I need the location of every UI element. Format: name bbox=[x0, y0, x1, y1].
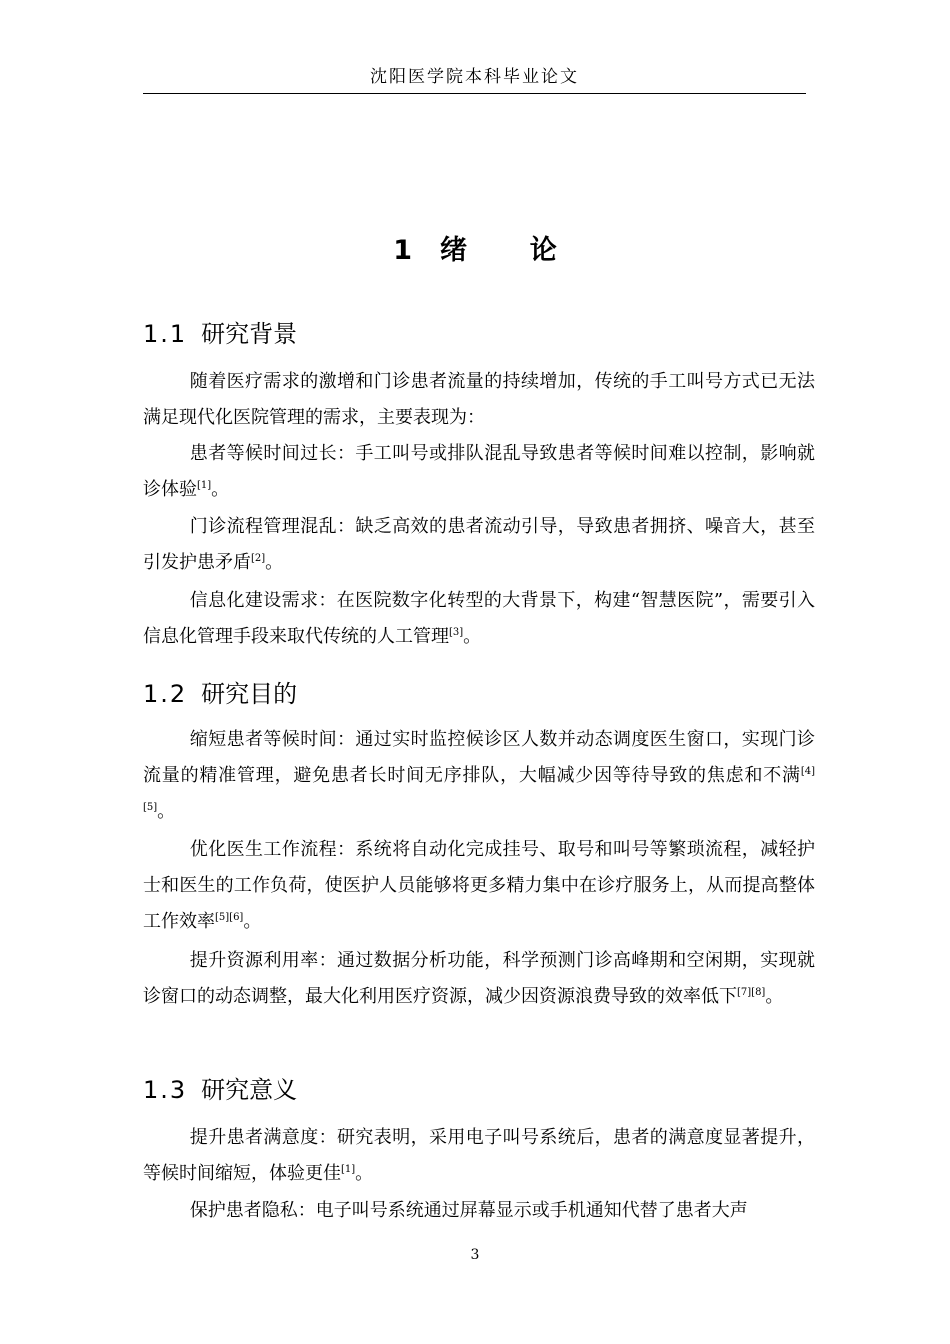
paragraph-tail: 。 bbox=[265, 552, 284, 573]
section-title-1-2 bbox=[143, 674, 297, 709]
chapter-number: 1 bbox=[393, 235, 412, 266]
citation: [3] bbox=[449, 627, 464, 638]
section-title-1-1 bbox=[143, 314, 297, 349]
paragraph-text: 患者等候时间过长：手工叫号或排队混乱导致患者等候时间难以控制，影响就诊体验 bbox=[143, 443, 815, 500]
section-name: 研究目的 bbox=[201, 680, 298, 708]
paragraph bbox=[143, 509, 815, 581]
paragraph-tail: 。 bbox=[211, 479, 230, 500]
paragraph-tail: 。 bbox=[355, 1163, 374, 1184]
section-title-1-3 bbox=[143, 1070, 297, 1105]
paragraph bbox=[143, 832, 815, 940]
paragraph-text: 保护患者隐私：电子叫号系统通过屏幕显示或手机通知代替了患者大声 bbox=[189, 1200, 748, 1221]
paragraph-tail: 。 bbox=[243, 911, 262, 932]
section-number: 1.2 bbox=[143, 680, 188, 708]
paragraph-text: 门诊流程管理混乱：缺乏高效的患者流动引导，导致患者拥挤、噪音大，甚至引发护患矛盾 bbox=[143, 516, 815, 573]
paragraph-text: 提升患者满意度：研究表明，采用电子叫号系统后，患者的满意度显著提升，等候时间缩短，体验更佳 bbox=[143, 1127, 815, 1184]
chapter-title bbox=[0, 228, 950, 267]
paragraph bbox=[143, 436, 815, 508]
section-name: 研究背景 bbox=[201, 320, 298, 348]
paragraph-text: 优化医生工作流程：系统将自动化完成挂号、取号和叫号等繁琐流程，减轻护士和医生的工作负荷，使医护人员能够将更多精力集中在诊疗服务上，从而提高整体工作效率 bbox=[143, 839, 815, 932]
paragraph bbox=[143, 943, 815, 1015]
citation: [4][5] bbox=[143, 766, 815, 813]
citation: [2] bbox=[251, 553, 266, 564]
paragraph bbox=[143, 1120, 815, 1192]
paragraph bbox=[143, 364, 815, 436]
paragraph bbox=[143, 1193, 815, 1229]
paragraph-text: 随着医疗需求的激增和门诊患者流量的持续增加，传统的手工叫号方式已无法满足现代化医院管理的需求，主要表现为： bbox=[143, 371, 815, 428]
paragraph-tail: 。 bbox=[765, 986, 784, 1007]
paragraph-tail: 。 bbox=[463, 626, 482, 647]
chapter-name: 绪 论 bbox=[439, 235, 557, 266]
running-header: 沈阳医学院本科毕业论文 bbox=[143, 62, 806, 94]
citation: [5][6] bbox=[215, 912, 244, 923]
paragraph bbox=[143, 583, 815, 655]
paragraph bbox=[143, 722, 815, 830]
section-number: 1.1 bbox=[143, 320, 188, 348]
section-number: 1.3 bbox=[143, 1076, 188, 1104]
paragraph-tail: 。 bbox=[157, 801, 176, 822]
paragraph-text: 缩短患者等候时间：通过实时监控候诊区人数并动态调度医生窗口，实现门诊流量的精准管理，避免患者长时间无序排队，大幅减少因等待导致的焦虑和不满 bbox=[143, 729, 815, 786]
citation: [1] bbox=[197, 480, 212, 491]
citation: [7][8] bbox=[737, 987, 766, 998]
section-name: 研究意义 bbox=[201, 1076, 298, 1104]
paragraph-text: 信息化建设需求：在医院数字化转型的大背景下，构建“智慧医院”，需要引入信息化管理手段来取代传统的人工管理 bbox=[143, 590, 815, 647]
citation: [1] bbox=[341, 1164, 356, 1175]
page-number: 3 bbox=[470, 1247, 480, 1263]
paragraph-text: 提升资源利用率：通过数据分析功能，科学预测门诊高峰期和空闲期，实现就诊窗口的动态调整，最大化利用医疗资源，减少因资源浪费导致的效率低下 bbox=[143, 950, 815, 1007]
